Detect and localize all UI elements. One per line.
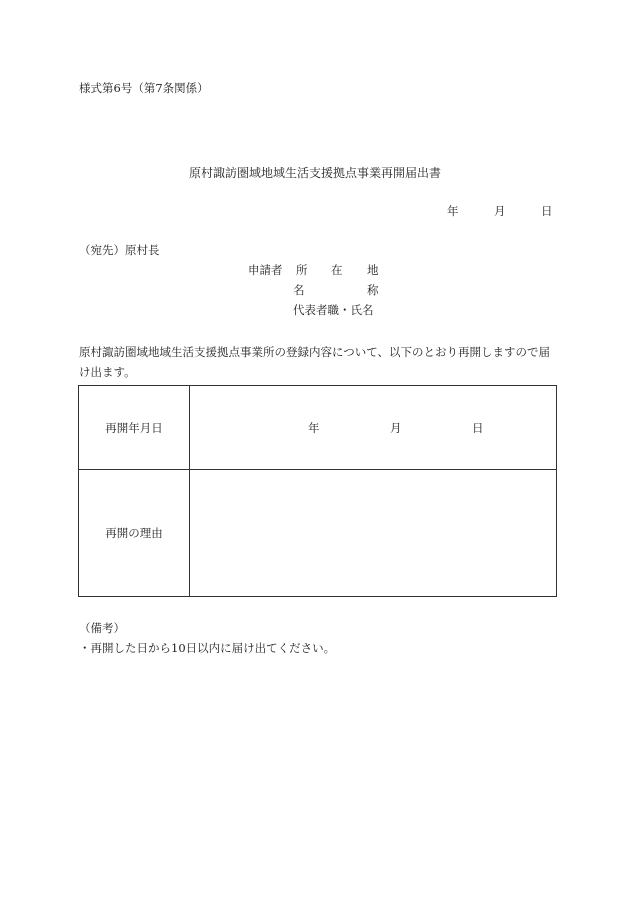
table-year-label: 年 bbox=[308, 420, 320, 435]
reopening-date-label: 再開年月日 bbox=[79, 386, 190, 470]
form-number: 様式第6号（第7条関係） bbox=[79, 81, 209, 95]
address-char-1: 所 bbox=[296, 263, 308, 277]
body-text: 原村諏訪圏域地域生活支援拠点事業所の登録内容について、以下のとおり再開しますので届け出ます。 bbox=[79, 345, 551, 379]
address-char-2: 在 bbox=[331, 263, 343, 277]
date-month-label: 月 bbox=[494, 204, 506, 218]
remarks-item: ・再開した日から10日以内に届け出てください。 bbox=[79, 641, 336, 655]
remarks-title: （備考） bbox=[79, 621, 125, 635]
reopening-form-table bbox=[78, 385, 557, 597]
name-char-1: 名 bbox=[293, 283, 305, 297]
table-row-reason bbox=[79, 470, 557, 597]
applicant-label: 申請者 bbox=[248, 263, 283, 277]
representative-label: 代表者職・氏名 bbox=[293, 303, 374, 317]
address-char-3: 地 bbox=[367, 263, 379, 277]
date-year-label: 年 bbox=[447, 204, 459, 218]
reopening-reason-field[interactable] bbox=[190, 470, 557, 597]
document-title: 原村諏訪圏域地域生活支援拠点事業再開届出書 bbox=[188, 166, 441, 180]
name-char-2: 称 bbox=[367, 283, 379, 297]
table-month-label: 月 bbox=[390, 420, 402, 435]
table-row-date bbox=[79, 386, 557, 470]
addressee: （宛先）原村長 bbox=[79, 243, 160, 257]
table-day-label: 日 bbox=[472, 420, 484, 435]
reopening-date-field[interactable] bbox=[190, 386, 557, 470]
date-day-label: 日 bbox=[541, 204, 553, 218]
reopening-reason-label: 再開の理由 bbox=[79, 470, 190, 597]
